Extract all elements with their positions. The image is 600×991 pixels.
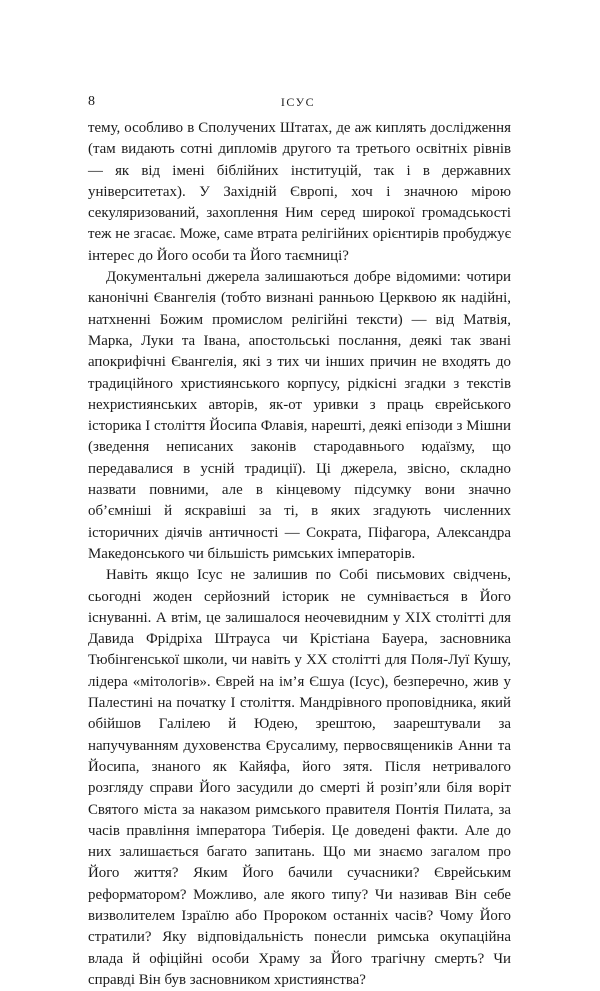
running-title: ІСУС bbox=[280, 95, 316, 109]
page-header bbox=[88, 92, 508, 112]
paragraph-1: тему, особливо в Сполучених Штатах, де аж киплять дослідження (там видають сотні дипломів другого та третього освітніх рівнів — як від імені біблійних інституцій, так і в державних університетах). У Західній Європі, хоч і значною мірою секуляризований, захоплення Ним серед широкої громадськості теж не згасає. Може, саме втрата релігійних орієнтирів пробуджує інтерес до Його особи та Його таємниці? bbox=[88, 120, 511, 264]
paragraph-2: Документальні джерела залишаються добре відомими: чотири канонічні Євангелія (тобто визнані ранньою Церквою як надійні, натхненні Божим промислом релігійні тексти) — від Матвія, Марка, Луки та Івана, апостольські послання, деякі так звані апокрифічні Євангелія, які з тих чи інших причин не входять до традиційного християнського корпусу, рідкісні згадки з текстів нехристиянських авторів, як-от уривки з праць єврейського історика І століття Йосипа Флавія, нарешті, деякі епізоди з Мішни (зведення неписаних законів стародавнього юдаїзму, що передавалися в усній традиції). Ці джерела, звісно, складно назвати повними, але в кінцевому підсумку вони значно об’ємніші й яскравіші за ті, в яких згадують численних історичних діячів античності — Сократа, Піфагора, Александра Македонського чи більшість римських імператорів. bbox=[88, 269, 511, 562]
paragraph-3: Навіть якщо Ісус не залишив по Собі письмових свідчень, сьогодні жоден серйозний історик не сумнівається в Його існуванні. А втім, це залишалося неочевидним у XIX столітті для Давида Фрідріха Штрауса чи Крістіана Бауера, засновника Тюбінгенської школи, чи навіть у XX столітті для Поля-Луї Кушу, лідера «мітологів». Єврей на ім’я Єшуа (Ісус), безперечно, жив у Палестині на початку І століття. Мандрівного проповідника, який обійшов Галілею й Юдею, зрештою, заарештували за напучуванням духовенства Єрусалиму, первосвящеників Анни та Йосипа, знаного як Кайяфа, його зятя. Після нетривалого розгляду справи Його засудили до смерті й розіп’яли біля воріт Святого міста за наказом римського правителя Понтія Пилата, за часів правління імператора Тиберія. Це доведені факти. Але до них залишається багато запитань. Що ми знаємо загалом про Його життя? Яким Його бачили сучасники? Єврейським реформатором? Можливо, але якого типу? Чи називав Він себе визволителем Ізраїлю або Пророком останніх часів? Чому Його стратили? Яку відповідальність понесли римська окупаційна влада й офіційні особи Храму за Його трагічну смерть? Чи справді Він був засновником християнства? bbox=[88, 567, 511, 988]
page-number: 8 bbox=[88, 94, 95, 109]
body-text bbox=[88, 118, 511, 991]
